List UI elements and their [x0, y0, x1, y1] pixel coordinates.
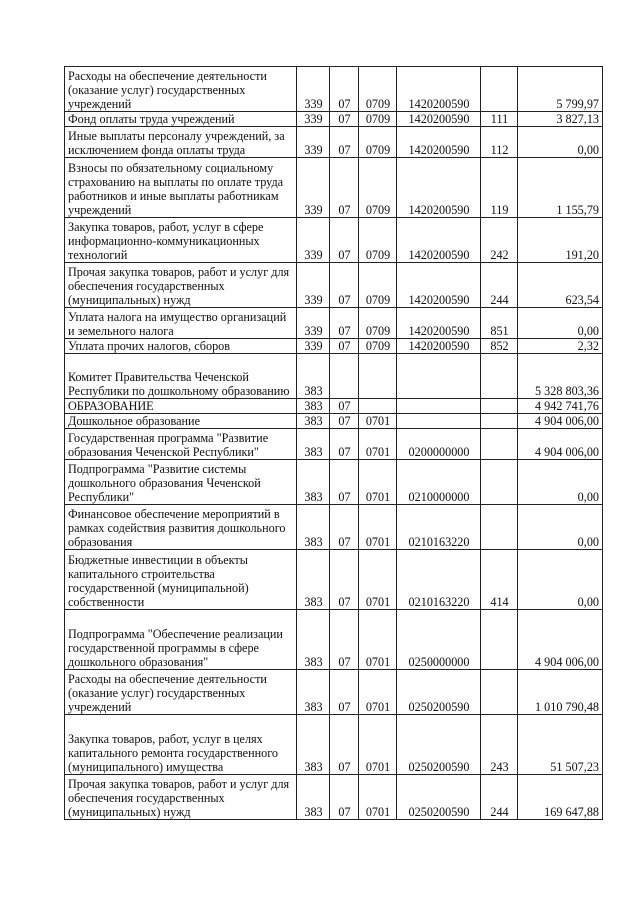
table-row — [65, 460, 603, 505]
row-name: Закупка товаров, работ, услуг в целях капитального ремонта государственного (муниципального) имущества — [65, 715, 297, 775]
row-sum: 2,32 — [518, 339, 603, 354]
table-row — [65, 414, 603, 429]
row-ved-code: 383 — [297, 429, 330, 460]
row-ved-code: 339 — [297, 112, 330, 127]
row-name: Фонд оплаты труда учреждений — [65, 112, 297, 127]
row-target-code: 0250000000 — [397, 610, 481, 670]
row-expense-type: 414 — [481, 550, 518, 610]
row-section-code: 07 — [330, 263, 359, 308]
row-name: Уплата прочих налогов, сборов — [65, 339, 297, 354]
row-expense-type: 244 — [481, 775, 518, 820]
row-expense-type: 851 — [481, 308, 518, 339]
row-target-code: 1420200590 — [397, 339, 481, 354]
row-section-code: 07 — [330, 610, 359, 670]
row-ved-code: 339 — [297, 263, 330, 308]
row-section-code: 07 — [330, 775, 359, 820]
row-name: Подпрограмма "Обеспечение реализации государственной программы в сфере дошкольного образования" — [65, 610, 297, 670]
row-ved-code: 383 — [297, 610, 330, 670]
row-name: Комитет Правительства Чеченской Республики по дошкольному образованию — [65, 354, 297, 399]
row-ved-code: 339 — [297, 127, 330, 158]
row-name: Прочая закупка товаров, работ и услуг для обеспечения государственных (муниципальных) нужд — [65, 775, 297, 820]
row-name: Бюджетные инвестиции в объекты капитального строительства государственной (муниципальной) собственности — [65, 550, 297, 610]
table-row — [65, 112, 603, 127]
row-subsection-code: 0701 — [359, 610, 397, 670]
row-name: Финансовое обеспечение мероприятий в рамках содействия развития дошкольного образования — [65, 505, 297, 550]
table-row — [65, 308, 603, 339]
table-row — [65, 67, 603, 112]
row-section-code: 07 — [330, 399, 359, 414]
row-subsection-code: 0701 — [359, 460, 397, 505]
row-expense-type: 112 — [481, 127, 518, 158]
row-target-code — [397, 354, 481, 399]
table-row — [65, 775, 603, 820]
row-subsection-code: 0701 — [359, 505, 397, 550]
row-target-code: 1420200590 — [397, 67, 481, 112]
row-expense-type — [481, 354, 518, 399]
row-sum: 191,20 — [518, 218, 603, 263]
row-sum: 4 942 741,76 — [518, 399, 603, 414]
row-expense-type: 111 — [481, 112, 518, 127]
table-row — [65, 354, 603, 399]
row-subsection-code: 0709 — [359, 112, 397, 127]
row-expense-type — [481, 429, 518, 460]
row-section-code: 07 — [330, 505, 359, 550]
row-name: ОБРАЗОВАНИЕ — [65, 399, 297, 414]
row-sum: 4 904 006,00 — [518, 610, 603, 670]
row-sum: 4 904 006,00 — [518, 429, 603, 460]
row-ved-code: 383 — [297, 460, 330, 505]
table-row — [65, 429, 603, 460]
table-row — [65, 670, 603, 715]
table-row — [65, 550, 603, 610]
row-target-code — [397, 414, 481, 429]
row-target-code: 1420200590 — [397, 263, 481, 308]
row-ved-code: 339 — [297, 67, 330, 112]
row-expense-type — [481, 67, 518, 112]
row-expense-type: 243 — [481, 715, 518, 775]
row-expense-type: 852 — [481, 339, 518, 354]
row-expense-type — [481, 670, 518, 715]
row-ved-code: 383 — [297, 399, 330, 414]
row-subsection-code: 0709 — [359, 339, 397, 354]
row-ved-code: 383 — [297, 414, 330, 429]
row-subsection-code: 0701 — [359, 715, 397, 775]
row-expense-type — [481, 399, 518, 414]
row-ved-code: 339 — [297, 339, 330, 354]
row-expense-type: 244 — [481, 263, 518, 308]
row-section-code: 07 — [330, 218, 359, 263]
table-row — [65, 399, 603, 414]
row-ved-code: 383 — [297, 505, 330, 550]
row-target-code: 0210163220 — [397, 505, 481, 550]
row-ved-code: 383 — [297, 670, 330, 715]
row-ved-code: 383 — [297, 715, 330, 775]
budget-table-body — [65, 67, 603, 820]
row-section-code: 07 — [330, 112, 359, 127]
row-name: Расходы на обеспечение деятельности (оказание услуг) государственных учреждений — [65, 670, 297, 715]
table-row — [65, 158, 603, 218]
row-ved-code: 339 — [297, 218, 330, 263]
table-row — [65, 127, 603, 158]
table-row — [65, 610, 603, 670]
table-row — [65, 263, 603, 308]
row-subsection-code — [359, 354, 397, 399]
row-subsection-code: 0701 — [359, 414, 397, 429]
row-section-code: 07 — [330, 308, 359, 339]
row-expense-type — [481, 460, 518, 505]
row-section-code: 07 — [330, 127, 359, 158]
table-row — [65, 715, 603, 775]
row-sum: 0,00 — [518, 460, 603, 505]
row-subsection-code: 0709 — [359, 263, 397, 308]
row-target-code — [397, 399, 481, 414]
row-ved-code: 383 — [297, 550, 330, 610]
row-sum: 3 827,13 — [518, 112, 603, 127]
row-name: Расходы на обеспечение деятельности (оказание услуг) государственных учреждений — [65, 67, 297, 112]
row-subsection-code: 0701 — [359, 550, 397, 610]
row-section-code: 07 — [330, 550, 359, 610]
row-ved-code: 383 — [297, 775, 330, 820]
table-row — [65, 218, 603, 263]
row-subsection-code: 0709 — [359, 308, 397, 339]
row-sum: 0,00 — [518, 505, 603, 550]
row-name: Подпрограмма "Развитие системы дошкольного образования Чеченской Республики" — [65, 460, 297, 505]
row-subsection-code: 0701 — [359, 775, 397, 820]
row-sum: 169 647,88 — [518, 775, 603, 820]
row-expense-type — [481, 414, 518, 429]
row-section-code: 07 — [330, 670, 359, 715]
row-sum: 51 507,23 — [518, 715, 603, 775]
row-name: Закупка товаров, работ, услуг в сфере информационно-коммуникационных технологий — [65, 218, 297, 263]
row-section-code: 07 — [330, 715, 359, 775]
row-section-code: 07 — [330, 158, 359, 218]
row-expense-type: 119 — [481, 158, 518, 218]
row-section-code: 07 — [330, 414, 359, 429]
row-name: Иные выплаты персоналу учреждений, за исключением фонда оплаты труда — [65, 127, 297, 158]
row-sum: 5 799,97 — [518, 67, 603, 112]
row-sum: 5 328 803,36 — [518, 354, 603, 399]
row-target-code: 1420200590 — [397, 112, 481, 127]
row-name: Прочая закупка товаров, работ и услуг для обеспечения государственных (муниципальных) нужд — [65, 263, 297, 308]
row-target-code: 1420200590 — [397, 158, 481, 218]
row-section-code — [330, 354, 359, 399]
row-target-code: 0250200590 — [397, 670, 481, 715]
row-target-code: 1420200590 — [397, 308, 481, 339]
row-subsection-code: 0701 — [359, 670, 397, 715]
row-target-code: 0210163220 — [397, 550, 481, 610]
row-expense-type: 242 — [481, 218, 518, 263]
row-target-code: 1420200590 — [397, 127, 481, 158]
row-subsection-code: 0709 — [359, 158, 397, 218]
row-subsection-code: 0709 — [359, 218, 397, 263]
row-name: Взносы по обязательному социальному страхованию на выплаты по оплате труда работников и иные выплаты работникам учреждений — [65, 158, 297, 218]
budget-table — [64, 66, 603, 820]
row-target-code: 0250200590 — [397, 775, 481, 820]
row-section-code: 07 — [330, 339, 359, 354]
row-section-code: 07 — [330, 429, 359, 460]
row-sum: 0,00 — [518, 127, 603, 158]
row-target-code: 1420200590 — [397, 218, 481, 263]
row-subsection-code: 0701 — [359, 429, 397, 460]
row-subsection-code: 0709 — [359, 127, 397, 158]
row-ved-code: 339 — [297, 308, 330, 339]
row-target-code: 0250200590 — [397, 715, 481, 775]
row-name: Государственная программа "Развитие образования Чеченской Республики" — [65, 429, 297, 460]
row-sum: 0,00 — [518, 308, 603, 339]
row-ved-code: 339 — [297, 158, 330, 218]
row-target-code: 0200000000 — [397, 429, 481, 460]
row-name: Дошкольное образование — [65, 414, 297, 429]
row-sum: 623,54 — [518, 263, 603, 308]
row-sum: 4 904 006,00 — [518, 414, 603, 429]
row-sum: 0,00 — [518, 550, 603, 610]
row-subsection-code: 0709 — [359, 67, 397, 112]
table-row — [65, 339, 603, 354]
row-section-code: 07 — [330, 460, 359, 505]
row-expense-type — [481, 505, 518, 550]
row-subsection-code — [359, 399, 397, 414]
row-sum: 1 010 790,48 — [518, 670, 603, 715]
table-row — [65, 505, 603, 550]
row-ved-code: 383 — [297, 354, 330, 399]
row-expense-type — [481, 610, 518, 670]
row-target-code: 0210000000 — [397, 460, 481, 505]
row-name: Уплата налога на имущество организаций и земельного налога — [65, 308, 297, 339]
row-sum: 1 155,79 — [518, 158, 603, 218]
row-section-code: 07 — [330, 67, 359, 112]
